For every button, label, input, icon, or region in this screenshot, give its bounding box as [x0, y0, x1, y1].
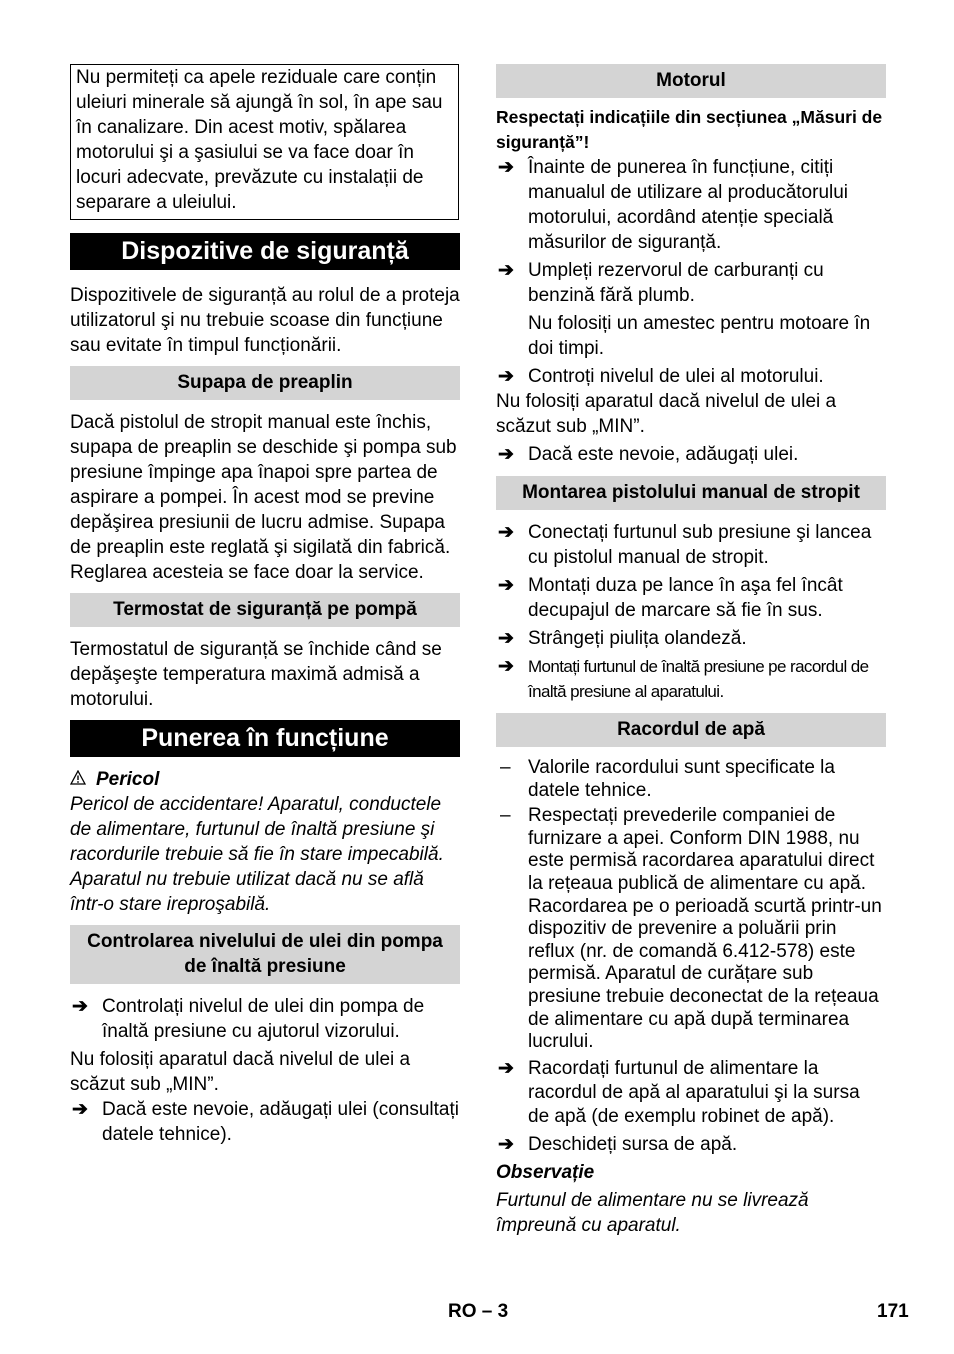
pump-oil-warning-text: Nu folosiți aparatul dacă nivelul de ulei a scăzut sub „MIN”.	[70, 1049, 411, 1095]
right-column	[496, 64, 886, 1238]
dash-bullet: –	[500, 805, 511, 827]
step-text: Înainte de punerea în funcțiune, citiți manualul de utilizare al producătorului motorului, acordând atenție specială măsurilor de siguranță.	[528, 157, 849, 253]
arrow-right-icon: ➔	[72, 1099, 88, 1120]
step-text: Umpleți rezervorul de carburanți cu benzină fără plumb.	[528, 260, 824, 306]
note-box	[70, 64, 459, 220]
step-item	[496, 364, 886, 389]
subsection-title-overflow-valve: Supapa de preaplin	[70, 366, 460, 400]
footer-page-number: 171	[877, 1301, 909, 1322]
note-text: Furtunul de alimentare nu se livrează împreună cu aparatul.	[496, 1189, 809, 1236]
step-text: Controți nivelul de ulei al motorului.	[528, 366, 824, 387]
note-box-text: Nu permiteți ca apele reziduale care conțin uleiuri minerale să ajungă în sol, în ape sau în canalizare. Din acest motiv, spălarea motorului şi a şasiului se va face doar în locuri adecvate, prevăzute cu instalații de separare a uleiului.	[76, 67, 443, 213]
list-item-text: Valorile racordului sunt specificate la datele tehnice.	[528, 757, 835, 801]
step-text: Deschideți sursa de apă.	[528, 1133, 738, 1155]
pump-thermostat-text: Termostatul de siguranță se închide când se depăşeşte temperatura maximă admisă a motorului.	[70, 639, 442, 710]
danger-heading	[70, 767, 460, 792]
step-item	[70, 994, 460, 1044]
arrow-right-icon: ➔	[498, 444, 514, 465]
dash-bullet: –	[500, 757, 511, 778]
warning-triangle-icon	[70, 767, 96, 792]
engine-oil-warning-text: Nu folosiți aparatul dacă nivelul de ulei a scăzut sub „MIN”.	[496, 391, 837, 437]
step-item	[496, 654, 886, 704]
danger-text: Pericol de accidentare! Aparatul, conductele de alimentare, furtunul de înaltă presiune şi racordurile trebuie să fie în stare impecabilă. Aparatul nu trebuie utilizat dacă nu se află într-o stare ireproşabilă.	[70, 794, 444, 915]
step-item	[496, 442, 886, 467]
note-label: Observație	[496, 1161, 595, 1183]
arrow-right-icon: ➔	[498, 575, 514, 596]
step-item	[70, 1097, 460, 1147]
arrow-right-icon: ➔	[498, 522, 514, 543]
step-item	[496, 1057, 886, 1129]
subsection-title-pump-oil-level: Controlarea nivelului de ulei din pompa de înaltă presiune	[70, 925, 460, 984]
step-item	[496, 258, 886, 308]
subsection-title-pump-thermostat: Termostat de siguranță pe pompă	[70, 593, 460, 627]
step-text: Controlați nivelul de ulei din pompa de înaltă presiune cu ajutorul vizorului.	[102, 996, 425, 1042]
step-text: Strângeți piulița olandeză.	[528, 628, 747, 649]
arrow-right-icon: ➔	[498, 366, 514, 387]
subsection-title-spray-gun-mounting: Montarea pistolului manual de stropit	[496, 476, 886, 510]
list-item	[496, 757, 886, 802]
step-item	[496, 155, 886, 255]
step-item	[496, 1132, 886, 1157]
safety-devices-text: Dispozitivele de siguranță au rolul de a proteja utilizatorul şi nu trebuie scoase din funcțiune sau evitate în timpul funcționării.	[70, 285, 460, 356]
footer-language-page: RO – 3	[448, 1301, 509, 1322]
step-text: Dacă este nevoie, adăugați ulei.	[528, 444, 799, 465]
danger-label: Pericol	[96, 769, 160, 790]
list-item	[496, 805, 886, 1054]
step-text: Dacă este nevoie, adăugați ulei (consultați datele tehnice).	[102, 1099, 460, 1145]
arrow-right-icon: ➔	[72, 996, 88, 1017]
subsection-title-water-connection: Racordul de apă	[496, 713, 886, 747]
two-stroke-note: Nu folosiți un amestec pentru motoare în doi timpi.	[528, 313, 871, 359]
arrow-right-icon: ➔	[498, 656, 514, 677]
step-text: Conectați furtunul sub presiune şi lancea cu pistolul manual de stropit.	[528, 522, 872, 568]
engine-safety-note: Respectați indicațiile din secțiunea „Măsuri de siguranță”!	[496, 107, 883, 152]
step-text: Racordați furtunul de alimentare la racordul de apă al aparatului şi la sursa de apă (de exemplu robinet de apă).	[528, 1057, 860, 1127]
step-text: Montați duza pe lance în aşa fel încât decupajul de marcare să fie în sus.	[528, 575, 843, 621]
step-item	[496, 573, 886, 623]
list-item-text: Respectați prevederile companiei de furnizare a apei. Conform DIN 1988, nu este permisă racordarea aparatului direct la rețeaua publică de alimentare cu apă. Racordarea pe o perioadă scurtă printr-un dispozitiv de prevenire a poluării prin reflux (nr. de comandă 6.412-578) este permisă. Aparatul de curățare sub presiune trebuie deconectat de la rețeaua de alimentare cu apă după terminarea lucrului.	[528, 805, 882, 1053]
step-item	[496, 626, 886, 651]
arrow-right-icon: ➔	[498, 628, 514, 649]
arrow-right-icon: ➔	[498, 1133, 514, 1155]
overflow-valve-text: Dacă pistolul de stropit manual este închis, supapa de preaplin se deschide şi pompa sub presiune împinge apa înapoi spre partea de aspirare a pompei. În acest mod se previne depăşirea presiunii de lucru admise. Supapa de preaplin este reglată şi sigilată din fabrică. Reglarea acesteia se face doar la service.	[70, 412, 457, 583]
step-text: Montați furtunul de înaltă presiune pe racordul de înaltă presiune al aparatului.	[528, 657, 869, 701]
section-title-safety-devices: Dispozitive de siguranță	[70, 233, 460, 270]
step-item	[496, 520, 886, 570]
arrow-right-icon: ➔	[498, 157, 514, 178]
arrow-right-icon: ➔	[498, 1057, 514, 1079]
arrow-right-icon: ➔	[498, 260, 514, 281]
left-column	[70, 64, 460, 1147]
subsection-title-engine: Motorul	[496, 64, 886, 98]
section-title-start-up: Punerea în funcțiune	[70, 720, 460, 757]
